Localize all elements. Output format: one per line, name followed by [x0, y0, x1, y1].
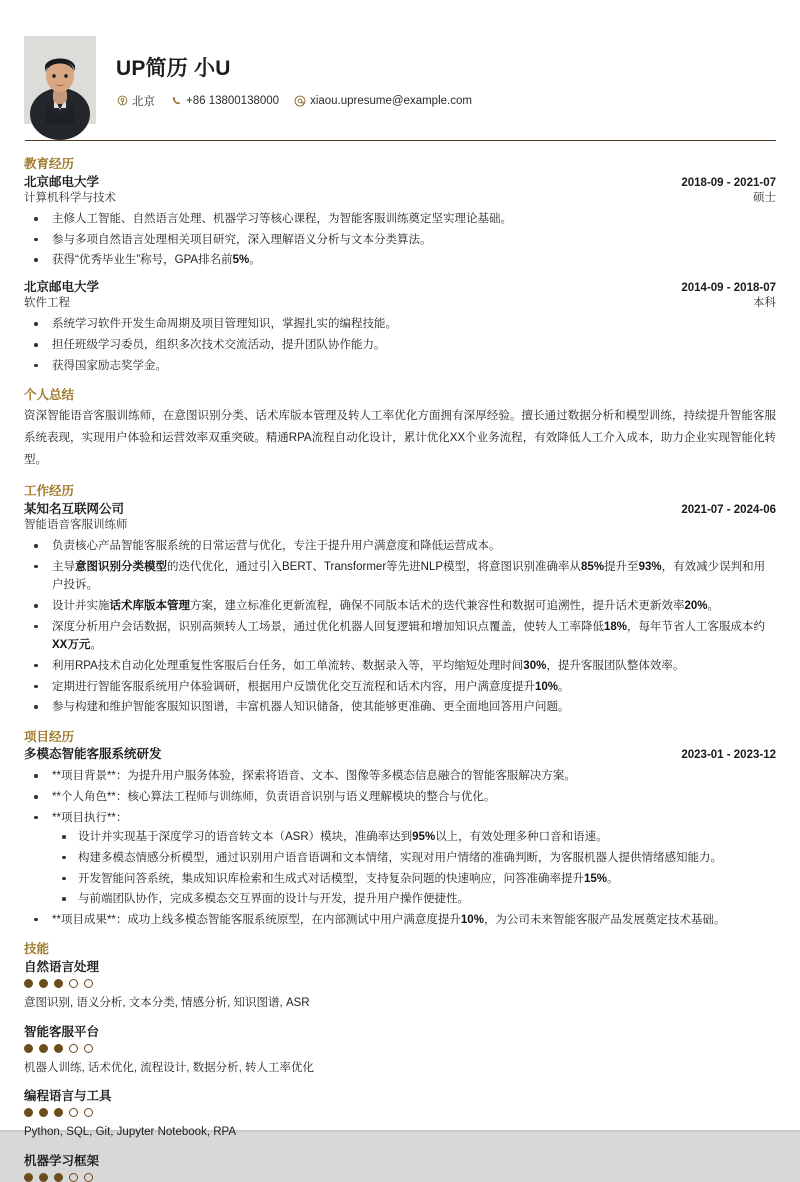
work-company: 某知名互联网公司 — [24, 501, 125, 516]
education-major: 计算机科学与技术 — [24, 191, 116, 204]
phone-icon — [170, 95, 182, 107]
education-school: 北京邮电大学 — [24, 279, 100, 294]
section-title-summary: 个人总结 — [24, 388, 75, 403]
skill-item — [24, 1024, 776, 1078]
rating-dot — [54, 979, 63, 988]
email-at-icon — [294, 95, 306, 107]
project-sub-bullets — [52, 828, 776, 909]
section-education — [24, 157, 776, 375]
education-major: 软件工程 — [24, 296, 70, 309]
education-date: 2018-09 - 2021-07 — [681, 176, 776, 189]
list-item: 开发智能问答系统，集成知识库检索和生成式对话模型，支持复杂问题的快速响应，问答准确率提升15%。 — [52, 870, 776, 889]
contact-location — [116, 93, 155, 109]
rating-dot — [69, 979, 78, 988]
list-item: 构建多模态情感分析模型，通过识别用户语音语调和文本情绪，实现对用户情绪的准确判断，为客服机器人提供情绪感知能力。 — [52, 849, 776, 868]
section-projects — [24, 730, 776, 930]
rating-dot — [69, 1044, 78, 1053]
section-title-education: 教育经历 — [24, 157, 75, 171]
rating-dot — [39, 1044, 48, 1053]
section-title-work: 工作经历 — [24, 484, 75, 499]
section-title-skills: 技能 — [24, 942, 50, 957]
education-entry — [24, 279, 776, 375]
education-entry — [24, 174, 776, 270]
work-entry — [24, 501, 776, 717]
rating-dot — [69, 1173, 78, 1182]
rating-dot — [24, 1108, 33, 1117]
list-item: **个人角色**：核心算法工程师与训练师，负责语音识别与语义理解模块的整合与优化。 — [24, 788, 776, 807]
skill-item — [24, 1088, 776, 1142]
list-item: 获得国家励志奖学金。 — [24, 357, 776, 376]
page-title: UP简历 小U — [116, 56, 231, 80]
list-item: **项目成果**：成功上线多模态智能客服系统原型，在内部测试中用户满意度提升10%，为公司未来智能客服产品发展奠定技术基础。 — [24, 911, 776, 930]
skill-rating — [24, 1044, 776, 1053]
project-date: 2023-01 - 2023-12 — [681, 749, 776, 762]
skill-keywords: 机器人训练, 话术优化, 流程设计, 数据分析, 转人工率优化 — [24, 1061, 315, 1074]
contact-location-value: 北京 — [132, 95, 155, 108]
work-role: 智能语音客服训练师 — [24, 518, 128, 531]
list-item: 与前端团队协作，完成多模态交互界面的设计与开发，提升用户操作便捷性。 — [52, 890, 776, 909]
list-item: 主修人工智能、自然语言处理、机器学习等核心课程，为智能客服训练奠定坚实理论基础。 — [24, 210, 776, 229]
work-bullets — [24, 537, 776, 717]
list-item: 主导意图识别分类模型的迭代优化，通过引入BERT、Transformer等先进NLP模型，将意图识别准确率从85%提升至93%，有效减少误判和用户投诉。 — [24, 558, 776, 595]
rating-dot — [39, 1173, 48, 1182]
location-pin-icon — [116, 95, 128, 107]
skill-rating — [24, 979, 776, 988]
rating-dot — [54, 1108, 63, 1117]
list-item: 参与多项自然语言处理相关项目研究，深入理解语义分析与文本分类算法。 — [24, 231, 776, 250]
rating-dot — [84, 979, 93, 988]
rating-dot — [24, 1044, 33, 1053]
education-school: 北京邮电大学 — [24, 174, 100, 189]
skill-rating — [24, 1108, 776, 1117]
project-name: 多模态智能客服系统研发 — [24, 747, 162, 762]
rating-dot — [24, 1173, 33, 1182]
skill-name: 智能客服平台 — [24, 1024, 100, 1039]
education-date: 2014-09 - 2018-07 — [681, 281, 776, 294]
header-divider — [25, 140, 776, 141]
skill-item — [24, 959, 776, 1013]
project-entry — [24, 746, 776, 929]
list-item — [24, 809, 776, 909]
list-item: 定期进行智能客服系统用户体验调研，根据用户反馈优化交互流程和话术内容，用户满意度提升10%。 — [24, 678, 776, 697]
skill-keywords: Python, SQL, Git, Jupyter Notebook, RPA — [24, 1126, 236, 1139]
identity-block — [116, 52, 776, 109]
resume-header — [24, 28, 776, 138]
contact-email-value: xiaou.upresume@example.com — [310, 94, 472, 107]
list-item: 系统学习软件开发生命周期及项目管理知识，掌握扎实的编程技能。 — [24, 315, 776, 334]
project-bullets — [24, 767, 776, 929]
work-date: 2021-07 - 2024-06 — [681, 503, 776, 516]
rating-dot — [54, 1173, 63, 1182]
education-bullets — [24, 210, 776, 270]
section-work — [24, 484, 776, 717]
skill-item — [24, 1153, 776, 1182]
contact-phone-value: +86 13800138000 — [186, 94, 280, 107]
rating-dot — [69, 1108, 78, 1117]
education-bullets — [24, 315, 776, 375]
skill-name: 机器学习框架 — [24, 1153, 100, 1168]
list-item: 设计并实现基于深度学习的语音转文本（ASR）模块，准确率达到95%以上，有效处理多种口音和语速。 — [52, 828, 776, 847]
list-item: 参与构建和维护智能客服知识图谱，丰富机器人知识储备，使其能够更准确、更全面地回答用户问题。 — [24, 698, 776, 717]
rating-dot — [84, 1173, 93, 1182]
project-exec-label: **项目执行**： — [52, 811, 128, 824]
education-degree: 本科 — [753, 296, 776, 309]
list-item: 深度分析用户会话数据，识别高频转人工场景，通过优化机器人回复逻辑和增加知识点覆盖，使转人工率降低18%，每年节省人工客服成本约XX万元。 — [24, 618, 776, 655]
section-title-projects: 项目经历 — [24, 729, 75, 744]
contact-email — [294, 95, 472, 107]
skill-rating — [24, 1173, 776, 1182]
education-degree: 硕士 — [753, 191, 776, 204]
section-summary — [24, 388, 776, 471]
list-item: 担任班级学习委员，组织多次技术交流活动，提升团队协作能力。 — [24, 336, 776, 355]
rating-dot — [24, 979, 33, 988]
list-item: 利用RPA技术自动化处理重复性客服后台任务，如工单流转、数据录入等，平均缩短处理时间30%，提升客服团队整体效率。 — [24, 657, 776, 676]
list-item: 获得“优秀毕业生”称号，GPA排名前5%。 — [24, 251, 776, 270]
rating-dot — [39, 1108, 48, 1117]
rating-dot — [84, 1108, 93, 1117]
rating-dot — [84, 1044, 93, 1053]
skill-keywords: 意图识别, 语义分析, 文本分类, 情感分析, 知识图谱, ASR — [24, 997, 310, 1010]
rating-dot — [54, 1044, 63, 1053]
avatar — [24, 36, 96, 124]
skill-name: 自然语言处理 — [24, 960, 100, 975]
summary-text: 资深智能语音客服训练师，在意图识别分类、话术库版本管理及转人工率优化方面拥有深厚经验。擅长通过数据分析和模型训练，持续提升智能客服系统表现，实现用户体验和运营效率双重突破。精通RPA流程自动化设计，累计优化XX个业务流程，有效降低人工介入成本，助力企业实现智能化转型。 — [24, 409, 776, 467]
skill-name: 编程语言与工具 — [24, 1089, 112, 1104]
section-skills — [24, 942, 776, 1181]
contact-phone — [170, 95, 279, 107]
list-item: 设计并实施话术库版本管理方案，建立标准化更新流程，确保不同版本话术的迭代兼容性和数据可追溯性，提升话术更新效率20%。 — [24, 597, 776, 616]
list-item: **项目背景**：为提升用户服务体验，探索将语音、文本、图像等多模态信息融合的智能客服解决方案。 — [24, 767, 776, 786]
list-item: 负责核心产品智能客服系统的日常运营与优化，专注于提升用户满意度和降低运营成本。 — [24, 537, 776, 556]
contact-list — [116, 93, 776, 109]
rating-dot — [39, 979, 48, 988]
